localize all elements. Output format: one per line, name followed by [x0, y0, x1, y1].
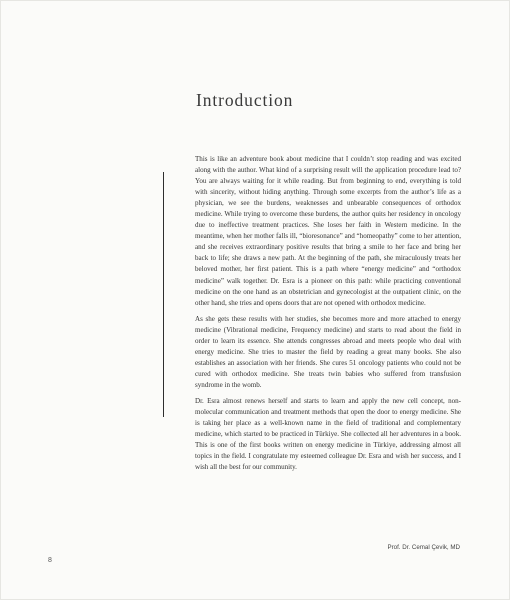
introduction-body: [195, 154, 461, 478]
author-signature: Prof. Dr. Cemal Çevik, MD: [387, 544, 460, 551]
page-title: Introduction: [196, 90, 294, 110]
page-number: 8: [48, 557, 52, 564]
paragraph-1: This is like an adventure book about medicine that I couldn’t stop reading and was excited along with the author. What kind of a surprising result will the application procedure lead to? You are always waiting for it while reading. But from beginning to end, everything is told with sincerity, without hiding anything. Through some excerpts from the author’s life as a physician, we see the burdens, weaknesses and unbearable consequences of orthodox medicine. While trying to overcome these burdens, the author quits her residency in oncology due to ineffective treatment practices. She loses her faith in Western medicine. In the meantime, when her mother falls ill, “bioresonance” and “homeopathy” come to her attention, and she receives extraordinary positive results that bring a smile to her face and bring her back to life; she draws a new path. At the beginning of the path, she miraculously treats her beloved mother, her first patient. This is a path where “energy medicine” and “orthodox medicine” walk together. Dr. Esra is a pioneer on this path: while practicing conventional medicine on the one hand as an obstetrician and gynecologist at the outpatient clinic, on the other hand, she tries and opens doors that are not opened with orthodox medicine.: [195, 155, 461, 307]
vertical-rule: [163, 172, 164, 417]
paragraph-3: Dr. Esra almost renews herself and starts to learn and apply the new cell concept, non-molecular communication and treatment methods that open the door to energy medicine. She is taking her place as a well-known name in the field of traditional and complementary medicine, which started to be practiced in Türkiye. She collected all her adventures in a book. This is one of the first books written on energy medicine in Türkiye, addressing almost all topics in the field. I congratulate my esteemed colleague Dr. Esra and wish her success, and I wish all the best for our community.: [195, 396, 461, 472]
paragraph-2: As she gets these results with her studies, she becomes more and more attached to energy medicine (Vibrational medicine, Frequency medicine) and starts to read about the field in order to learn its essence. She attends congresses abroad and meets people who deal with energy medicine. She tries to master the field by reading a great many books. She also establishes an association with her friends. She cures 51 oncology patients who could not be cured with orthodox medicine. She treats twin babies who suffered from transfusion syndrome in the womb.: [195, 314, 461, 389]
